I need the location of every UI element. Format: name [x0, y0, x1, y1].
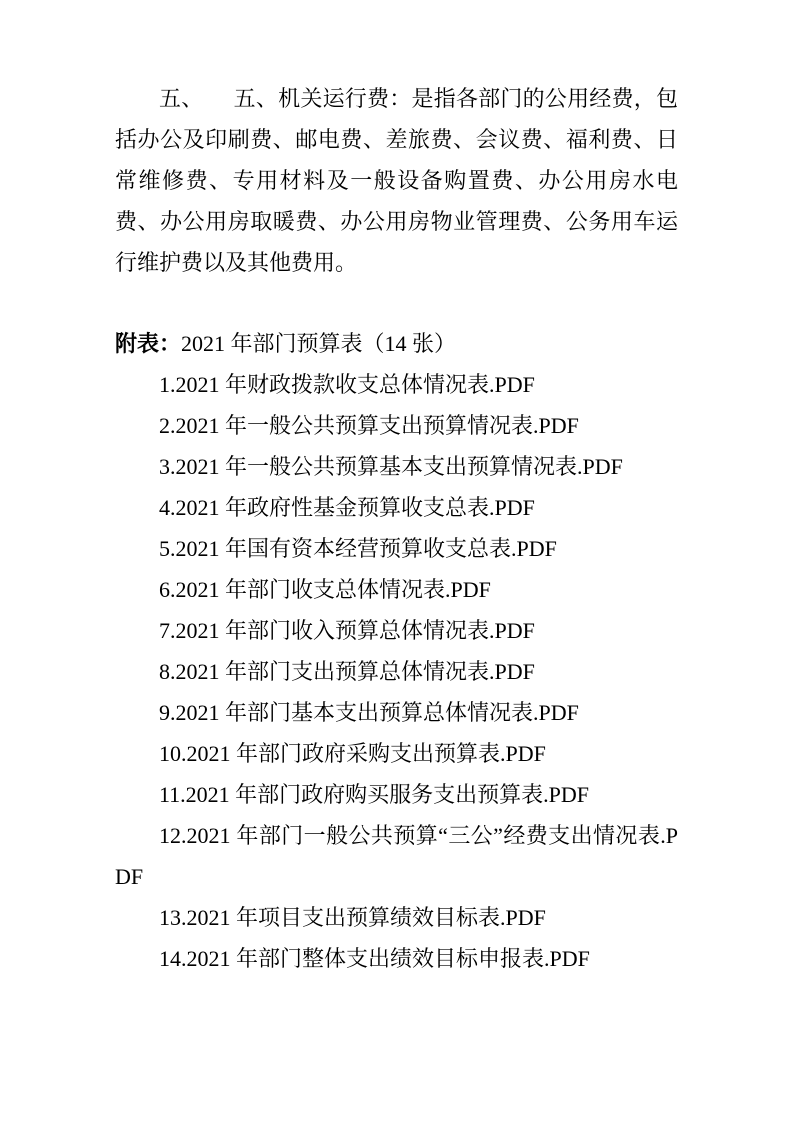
attachment-item: 7.2021 年部门收入预算总体情况表.PDF: [159, 618, 535, 643]
attachment-item: 8.2021 年部门支出预算总体情况表.PDF: [159, 659, 535, 684]
attachments-heading: [115, 323, 678, 364]
attachments-heading-title: 2021 年部门预算表（14 张）: [181, 331, 457, 356]
section-list-marker: 五、: [159, 86, 204, 111]
document-body: [115, 78, 678, 979]
attachment-item: 6.2021 年部门收支总体情况表.PDF: [159, 577, 491, 602]
attachment-item: 3.2021 年一般公共预算基本支出预算情况表.PDF: [159, 454, 623, 479]
attachment-item: 13.2021 年项目支出预算绩效目标表.PDF: [159, 905, 546, 930]
section-paragraph: [115, 78, 678, 283]
section-text: 五、机关运行费：是指各部门的公用经费，包括办公及印刷费、邮电费、差旅费、会议费、福利费、日常维修费、专用材料及一般设备购置费、办公用房水电费、办公用房取暖费、办公用房物业管理费、公务用车运行维护费以及其他费用。: [115, 86, 678, 275]
attachment-item: 9.2021 年部门基本支出预算总体情况表.PDF: [159, 700, 579, 725]
attachments-heading-label: 附表：: [115, 331, 182, 356]
attachment-item: 11.2021 年部门政府购买服务支出预算表.PDF: [159, 782, 590, 807]
attachment-item: 4.2021 年政府性基金预算收支总表.PDF: [159, 495, 535, 520]
attachment-item: 2.2021 年一般公共预算支出预算情况表.PDF: [159, 413, 579, 438]
attachment-item: 1.2021 年财政拨款收支总体情况表.PDF: [159, 372, 535, 397]
attachment-item: 12.2021 年部门一般公共预算“三公”经费支出情况表.PDF: [115, 823, 678, 889]
attachment-item: 14.2021 年部门整体支出绩效目标申报表.PDF: [159, 946, 590, 971]
attachment-item: 10.2021 年部门政府采购支出预算表.PDF: [159, 741, 546, 766]
attachment-item: 5.2021 年国有资本经营预算收支总表.PDF: [159, 536, 557, 561]
